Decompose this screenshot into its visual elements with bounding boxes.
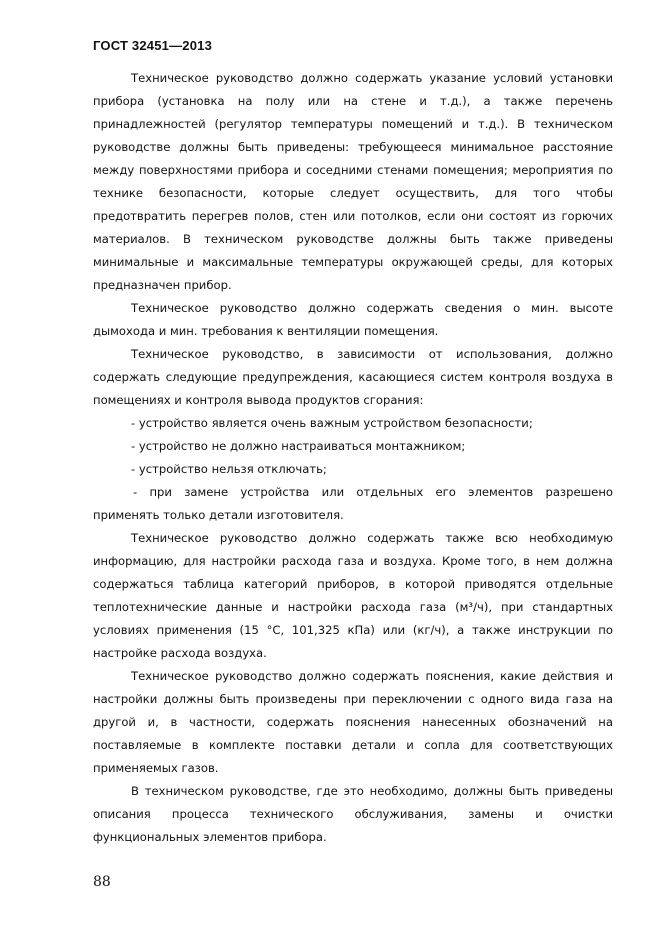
document-header: ГОСТ 32451—2013 (93, 38, 212, 53)
paragraph-chimney: Техническое руководство должно содержать сведения о мин. высоте дымохода и мин. требования к вентиляции помещения. (93, 301, 613, 338)
list-item: - при замене устройства или отдельных его элементов разрешено применять только детали изготовителя. (93, 485, 613, 522)
paragraph-installation: Техническое руководство должно содержать указание условий установки прибора (установка на полу или на стене и т.д.), а также перечень принадлежностей (регулятор температуры помещений и т.д.). В техническом руководстве должны быть приведены: требующееся минимальное расстояние между поверхностями прибора и соседними стенами помещения; мероприятия по технике безопасности, которые следует осуществить, для того чтобы предотвратить перегрев полов, стен или потолков, если они состоят из горючих материалов. В техническом руководстве должны быть также приведены минимальные и максимальные температуры окружающей среды, для которых предназначен прибор. (93, 71, 613, 292)
paragraph-warnings: Техническое руководство, в зависимости от использования, должно содержать следующие предупреждения, касающиеся систем контроля воздуха в помещениях и контроля вывода продуктов сгорания: (93, 347, 613, 407)
list-item: - устройство является очень важным устройством безопасности; (131, 416, 533, 430)
paragraph-gas-switch: Техническое руководство должно содержать пояснения, какие действия и настройки должны быть произведены при переключении с одного вида газа на другой и, в частности, содержать пояснения нанесенных обозначений на поставляемые в комплекте поставки детали и сопла для соответствующих применяемых газов. (93, 669, 613, 775)
paragraph-gas-settings: Техническое руководство должно содержать также всю необходимую информацию, для настройки расхода газа и воздуха. Кроме того, в нем должна содержаться таблица категорий приборов, в которой приводятся отдельные теплотехнические данные и настройки расхода газа (м³/ч), при стандартных условиях применения (15 °С, 101,325 кПа) или (кг/ч), а также инструкции по настройке расхода воздуха. (93, 531, 613, 660)
document-body (93, 67, 613, 849)
list-item: - устройство нельзя отключать; (131, 462, 327, 476)
page-number: 88 (93, 874, 111, 890)
list-item: - устройство не должно настраиваться монтажником; (131, 439, 466, 453)
paragraph-maintenance: В техническом руководстве, где это необходимо, должны быть приведены описания процесса технического обслуживания, замены и очистки функциональных элементов прибора. (93, 784, 613, 844)
